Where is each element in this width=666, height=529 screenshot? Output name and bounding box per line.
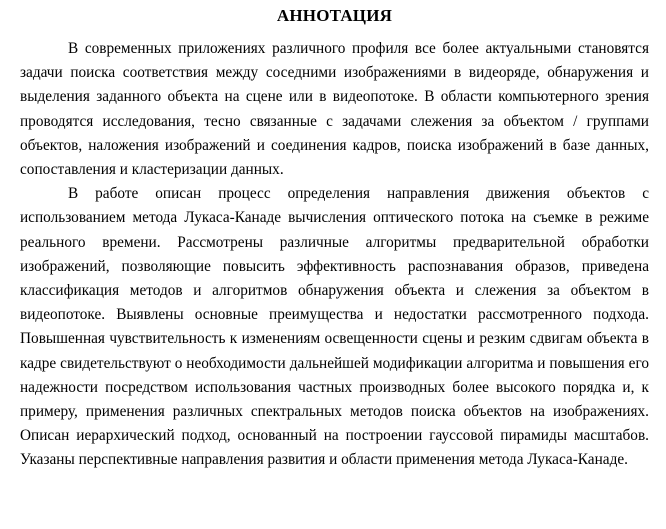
paragraph-1: В современных приложениях различного профиля все более актуальными становятся задачи поиска соответствия между соседними изображениями в видеоряде, обнаружения и выделения заданного объекта на сцене или в видеопотоке. В области компьютерного зрения проводятся исследования, тесно связанные с задачами слежения за объектом / группами объектов, наложения изображений и соединения кадров, поиска изображений в базе данных, сопоставления и кластеризации данных. [20, 40, 649, 179]
paragraph-2: В работе описан процесс определения направления движения объектов с использованием метода Лукаса-Канаде вычисления оптического потока на съемке в режиме реального времени. Рассмотрены различные алгоритмы предварительной обработки изображений, позволяющие повысить эффективность распознавания образов, приведена классификация методов и алгоритмов обнаружения объекта и слежения за объектом в видеопотоке. Выявлены основные преимущества и недостатки рассмотренного подхода. Повышенная чувствительность к изменениям освещенности сцены и резким сдвигам объекта в кадре свидетельствуют о необходимости дальнейшей модификации алгоритма и повышения его надежности посредством использования частных производных более высокого порядка и, к примеру, применения различных спектральных методов поиска объектов на изображениях. Описан иерархический подход, основанный на построении гауссовой пирамиды масштабов. Указаны перспективные направления развития и области применения метода Лукаса-Канаде. [20, 185, 649, 469]
annotation-title: АННОТАЦИЯ [276, 6, 393, 25]
